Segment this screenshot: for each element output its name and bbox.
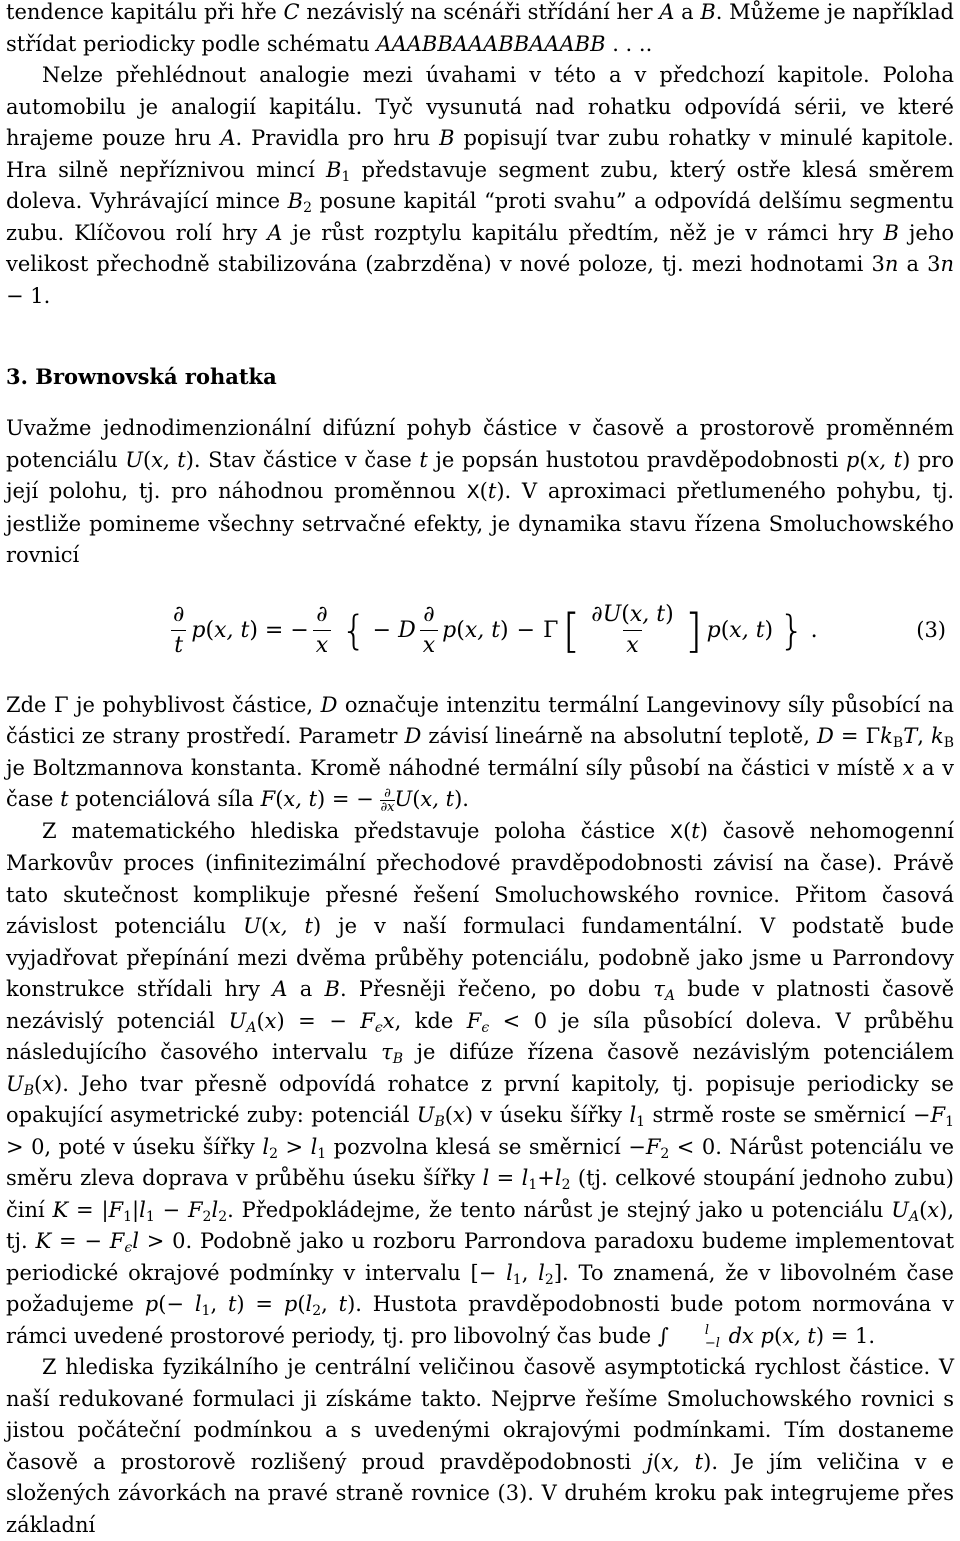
section-heading: 3. Brownovská rohatka — [6, 364, 277, 389]
paragraph-markov: Z matematického hlediska představuje poloha částice X(t) časově nehomogenní Markovův proces (infinitezimální přechodové pravděpodobnosti závisí na čase). Právě tato skutečnost komplikuje přesné řešení Smoluchowského rovnice. Přitom časová závislost potenciálu U(x, t) je v naší formulaci fundamentální. V podstatě bude vyjadřovat přepínání mezi dvěma průběhy potenciálu, podobně jako jsme u Parrondovy konstrukce střídali hry A a B. Přesněji řečeno, po dobu $\tau_A$ bude v platnosti časově nezávislý potenciál $U_A(x)$ = − $F_\epsilon x$, kde $F_\epsilon < 0$ je síla působící doleva. V průběhu následujícího časového intervalu $\tau_B$ je difúze řízena časově nezávislým potenciálem $U_B(x)$. Jeho tvar přesně odpovídá rohatce z první kapitoly, tj. popisuje periodicky se opakující asymetrické zuby: potenciál $U_B(x)$ v úseku šířky $l_1$ strmě roste se směrnicí $-F_1 > 0$, poté v úseku šířky $l_2 > l_1$ pozvolna klesá se směrnicí $-F_2 < 0$. Nárůst potenciálu ve směru zleva doprava v průběhu úseku šířky $l = l_1+l_2$ (tj. celkové stoupání jednoho zubu) činí $K = |F_1|l_1 - F_2l_2$. Předpokládejme, že tento nárůst je stejný jako u potenciálu $U_A(x)$, tj. K = − $F_\epsilon l > 0$. Podobně jako u rozboru Parrondova paradoxu budeme implementovat periodické okrajové podmínky v intervalu [− $l_1$, $l_2$]. To znamená, že v libovolném čase požadujeme $p(- l_1$, $t) = p(l_2$, t). Hustota pravděpodobnosti bude potom normována v rámci uvedené prostorové periody, tj. pro libovolný čas bude ∫ l −l dx p(x, t) = 1. — [6, 818, 955, 1351]
smoluchowski-equation — [6, 588, 954, 674]
paragraph-parameters: Zde Γ je pohyblivost částice, D označuje intenzitu termální Langevinovy síly působící na částici ze strany prostředí. Parametr D závisí lineárně na absolutní teplotě, $D = \Gamma k_BT$, $k_B$ je Boltzmannova konstanta. Kromě náhodné termální síly působí na částici v místě x a v čase t potenciálová síla F(x, t) = − ∂ ∂x U(x, t). — [6, 692, 955, 815]
paragraph-smoluchowski-intro: Uvažme jednodimenzionální difúzní pohyb částice v časově a prostorově proměnném potenciálu U(x, t). Stav částice v čase t je popsán hustotou pravděpodobnosti p(x, t) pro její polohu, tj. pro náhodnou proměnnou X(t). V aproximaci přetlumeného pohybu, tj. jestliže pomineme všechny setrvačné efekty, je dynamika stavu řízena Smoluchowského rovnicí — [6, 416, 955, 567]
equation-number: (3) — [916, 617, 946, 642]
paragraph-analogy: Nelze přehlédnout analogie mezi úvahami v této a v předchozí kapitole. Poloha automobilu je analogií kapitálu. Tyč vysunutá nad rohatku odpovídá sérii, ve které hrajeme pouze hru A. Pravidla pro hru B popisují tvar zubu rohatky v minulé kapitole. Hra silně nepříznivou mincí $B_1$ představuje segment zubu, který ostře klesá směrem doleva. Vyhrávající mince $B_2$ posune kapitál “proti svahu” a odpovídá delšímu segmentu zubu. Klíčovou rolí hry A je růst rozptylu kapitálu předtím, něž je v rámci hry B jeho velikost přechodně stabilizována (zabrzděna) v nové poloze, tj. mezi hodnotami 3n a 3n − 1. — [6, 63, 955, 308]
paragraph-velocity: Z hlediska fyzikálního je centrální veličinou časově asymptotická rychlost částice. V naší redukované formulaci ji získáme takto. Nejprve řešíme Smoluchowského rovnici s jistou počáteční podmínkou a s uvedenými okrajovými podmínkami. Tím dostaneme časově a prostorově rozlišený proud pravděpodobnosti j(x, t). Je jím veličina v e složených závorkách na pravé straně rovnice (3). V druhém kroku pak integrujeme přes základní — [6, 1355, 954, 1537]
equation-body: $\frac{\partial}{t}$ p ( x, t ) = − $\frac{\partial}{x}$ { − D $\frac{\partial}{x}$ p ( x, t ) − Γ [ $\frac{\partial U(x, t)}{x}$ ] p ( x, t ) } . — [166, 588, 818, 674]
paragraph-continuation: tendence kapitálu při hře C nezávislý na scénáři střídání her A a B. Můžeme je například střídat periodicky podle schématu AAABBAAABBAAABB . . .. — [6, 0, 954, 56]
